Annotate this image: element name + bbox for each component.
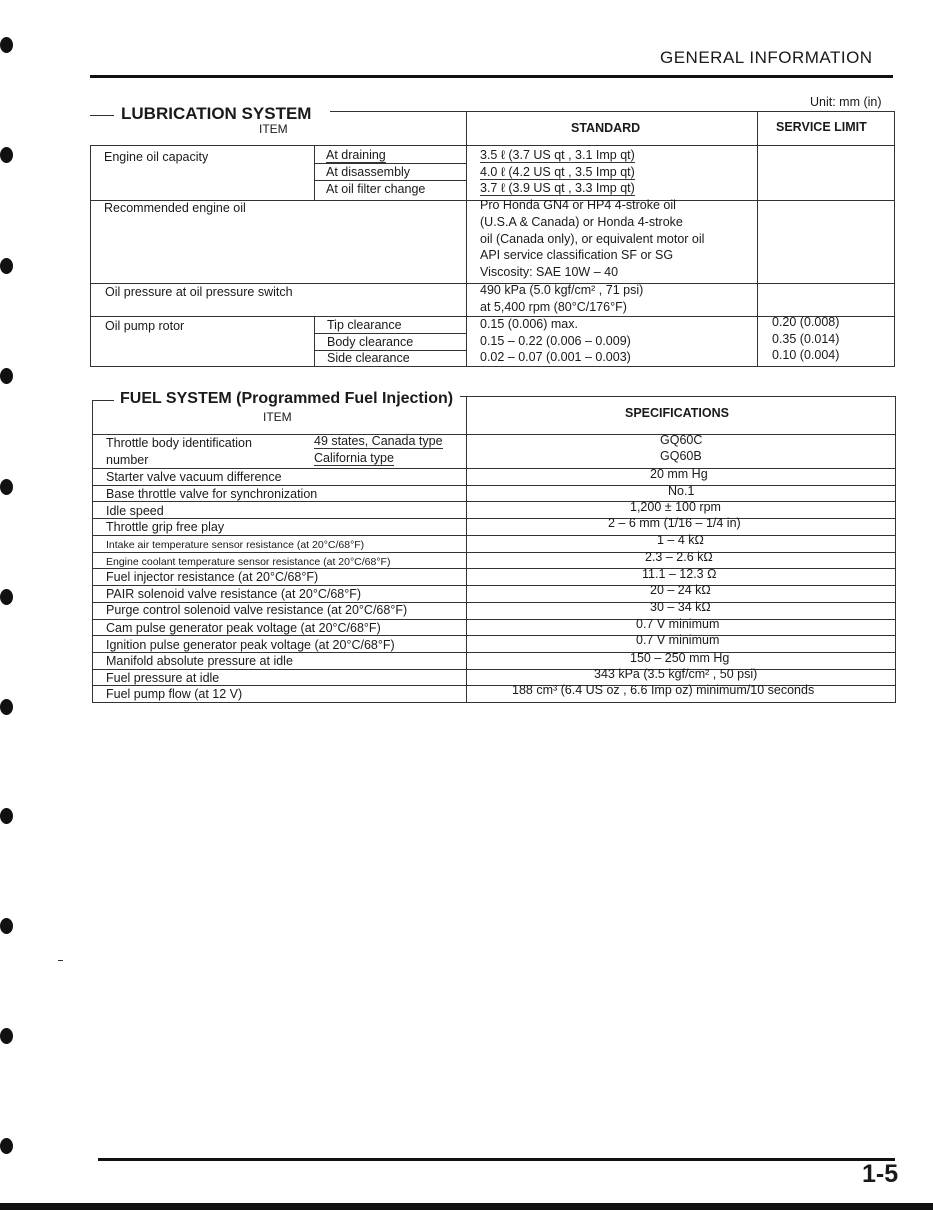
fuel-spec-value: No.1 xyxy=(668,484,695,498)
oil-pressure-line: 490 kPa (5.0 kgf/cm² , 71 psi) xyxy=(480,283,644,297)
oil-pump-condition: Side clearance xyxy=(327,351,410,365)
fuel-spec-value: 20 mm Hg xyxy=(650,467,708,481)
throttle-id-spec: GQ60B xyxy=(660,449,702,463)
oil-pump-standard: 0.02 – 0.07 (0.001 – 0.003) xyxy=(480,350,631,364)
col-limit-header: SERVICE LIMIT xyxy=(776,120,867,134)
page-title: GENERAL INFORMATION xyxy=(660,48,873,67)
fuel-spec-value: 1 – 4 kΩ xyxy=(657,533,704,547)
oil-pump-limit: 0.10 (0.004) xyxy=(772,348,840,362)
fuel-spec-item: Engine coolant temperature sensor resistance (at 20°C/68°F) xyxy=(106,556,391,568)
oil-pressure-label: Oil pressure at oil pressure switch xyxy=(105,285,293,299)
binder-hole xyxy=(0,1028,13,1044)
binder-hole xyxy=(0,918,13,934)
throttle-id-label: number xyxy=(106,453,149,467)
oil-capacity-condition: At disassembly xyxy=(326,165,411,179)
recommended-oil-line: API service classification SF or SG xyxy=(480,248,674,262)
col-item-header: ITEM xyxy=(263,410,292,424)
oil-capacity-value: 3.7 ℓ (3.9 US qt , 3.3 Imp qt) xyxy=(480,181,635,195)
fuel-spec-item: Ignition pulse generator peak voltage (at 20°C/68°F) xyxy=(106,638,395,652)
binder-hole xyxy=(0,368,13,384)
unit-note: Unit: mm (in) xyxy=(810,95,882,109)
throttle-id-condition: 49 states, Canada type xyxy=(314,434,443,448)
recommended-oil-line: Pro Honda GN4 or HP4 4-stroke oil xyxy=(480,198,676,212)
oil-pressure-line: at 5,400 rpm (80°C/176°F) xyxy=(480,300,627,314)
fuel-spec-value: 0.7 V minimum xyxy=(636,633,720,647)
fuel-spec-item: Fuel injector resistance (at 20°C/68°F) xyxy=(106,570,319,584)
binder-hole xyxy=(0,258,13,274)
fuel-spec-item: Purge control solenoid valve resistance (at 20°C/68°F) xyxy=(106,603,408,617)
fuel-spec-value: 0.7 V minimum xyxy=(636,617,720,631)
col-item-header: ITEM xyxy=(259,122,288,136)
fuel-spec-value: 150 – 250 mm Hg xyxy=(630,651,730,665)
fuel-spec-value: 11.1 – 12.3 Ω xyxy=(642,567,717,581)
fuel-spec-item: Base throttle valve for synchronization xyxy=(106,487,318,501)
binder-hole xyxy=(0,808,13,824)
throttle-id-condition: California type xyxy=(314,451,394,465)
fuel-spec-item: Cam pulse generator peak voltage (at 20°C/68°F) xyxy=(106,621,381,635)
oil-pump-condition: Body clearance xyxy=(327,335,414,349)
oil-pump-limit: 0.20 (0.008) xyxy=(772,315,840,329)
binder-hole xyxy=(0,699,13,715)
fuel-title: FUEL SYSTEM (Programmed Fuel Injection) xyxy=(116,390,457,408)
fuel-spec-value: 30 – 34 kΩ xyxy=(650,600,711,614)
binder-hole xyxy=(0,147,13,163)
oil-pump-condition: Tip clearance xyxy=(327,318,402,332)
oil-pump-standard: 0.15 – 0.22 (0.006 – 0.009) xyxy=(480,334,631,348)
oil-pump-label: Oil pump rotor xyxy=(105,319,185,333)
recommended-oil-line: oil (Canada only), or equivalent motor oil xyxy=(480,232,705,246)
oil-pump-standard: 0.15 (0.006) max. xyxy=(480,317,578,331)
fuel-spec-item: Fuel pump flow (at 12 V) xyxy=(106,687,243,701)
recommended-oil-label: Recommended engine oil xyxy=(104,201,246,215)
header-rule xyxy=(90,75,893,78)
fuel-spec-value: 2 – 6 mm (1/16 – 1/4 in) xyxy=(608,516,741,530)
oil-pump-limit: 0.35 (0.014) xyxy=(772,332,840,346)
fuel-spec-value: 343 kPa (3.5 kgf/cm² , 50 psi) xyxy=(594,667,758,681)
page-number: 1-5 xyxy=(862,1160,899,1188)
col-standard-header: STANDARD xyxy=(571,121,641,135)
fuel-spec-item: PAIR solenoid valve resistance (at 20°C/68°F) xyxy=(106,587,362,601)
oil-capacity-value: 3.5 ℓ (3.7 US qt , 3.1 Imp qt) xyxy=(480,148,635,162)
fuel-spec-item: Throttle grip free play xyxy=(106,520,225,534)
fuel-spec-value: 20 – 24 kΩ xyxy=(650,583,711,597)
fuel-spec-item: Intake air temperature sensor resistance (at 20°C/68°F) xyxy=(106,539,365,551)
lubrication-title: LUBRICATION SYSTEM xyxy=(117,104,315,124)
oil-capacity-condition: At oil filter change xyxy=(326,182,426,196)
fuel-spec-item: Manifold absolute pressure at idle xyxy=(106,654,293,668)
oil-capacity-condition: At draining xyxy=(326,148,386,162)
binder-hole xyxy=(0,1138,13,1154)
col-spec-header: SPECIFICATIONS xyxy=(625,406,729,420)
fuel-spec-value: 2.3 – 2.6 kΩ xyxy=(645,550,713,564)
recommended-oil-line: Viscosity: SAE 10W – 40 xyxy=(480,265,619,279)
binder-hole xyxy=(0,589,13,605)
footer-rule xyxy=(98,1158,895,1161)
throttle-id-spec: GQ60C xyxy=(660,433,703,447)
stray-mark xyxy=(58,960,63,961)
page-bottom-edge xyxy=(0,1203,933,1210)
fuel-spec-item: Starter valve vacuum difference xyxy=(106,470,282,484)
throttle-id-label: Throttle body identification xyxy=(106,436,252,450)
fuel-spec-value: 1,200 ± 100 rpm xyxy=(630,500,721,514)
fuel-spec-item: Idle speed xyxy=(106,504,164,518)
oil-capacity-label: Engine oil capacity xyxy=(104,150,209,164)
recommended-oil-line: (U.S.A & Canada) or Honda 4-stroke xyxy=(480,215,683,229)
fuel-spec-item: Fuel pressure at idle xyxy=(106,671,220,685)
oil-capacity-value: 4.0 ℓ (4.2 US qt , 3.5 Imp qt) xyxy=(480,165,635,179)
fuel-spec-value: 188 cm³ (6.4 US oz , 6.6 Imp oz) minimum/10 seconds xyxy=(512,683,815,697)
binder-hole xyxy=(0,479,13,495)
binder-hole xyxy=(0,37,13,53)
